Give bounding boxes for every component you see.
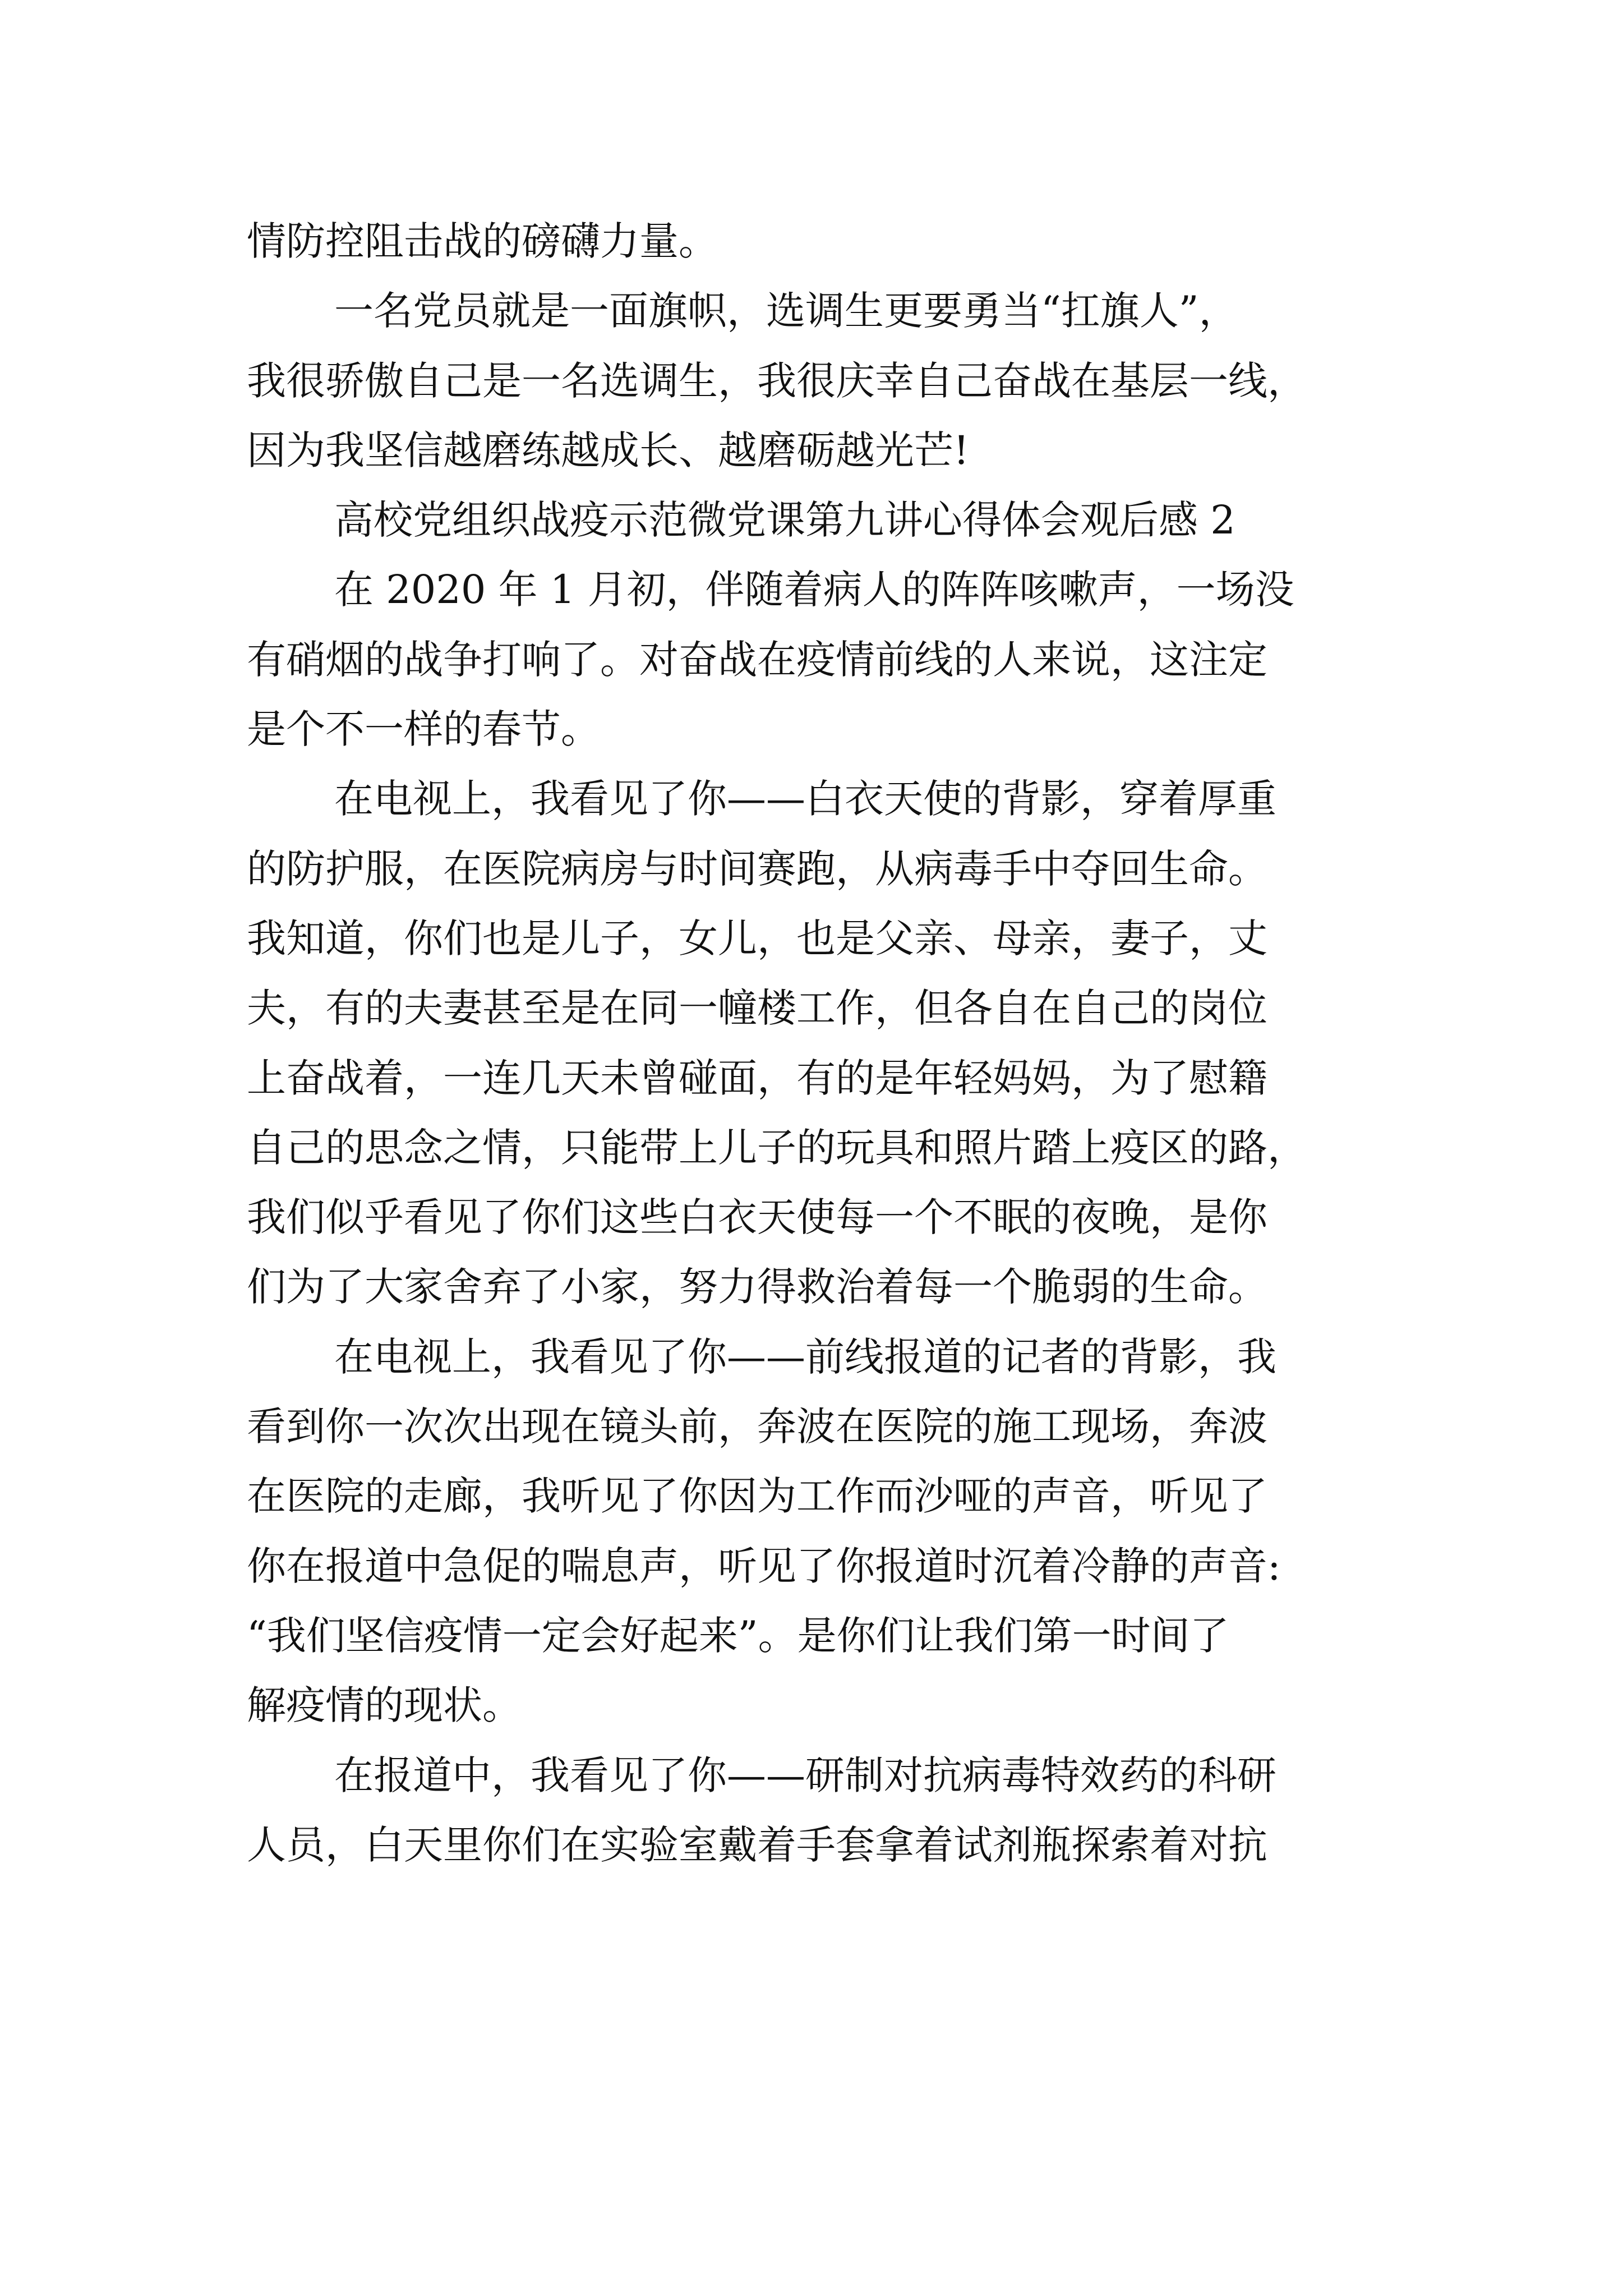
- text-line: 在电视上，我看见了你——前线报道的记者的背影，我: [334, 1333, 1276, 1380]
- section-heading: 高校党组织战疫示范微党课第九讲心得体会观后感 2: [334, 497, 1235, 544]
- text-line: 的防护服，在医院病房与时间赛跑，从病毒手中夺回生命。: [247, 845, 1267, 892]
- text-line: 你在报道中急促的喘息声，听见了你报道时沉着冷静的声音:: [247, 1543, 1281, 1589]
- text-line: 在电视上，我看见了你——白衣天使的背影，穿着厚重: [334, 776, 1276, 822]
- text-line: 有硝烟的战争打响了。对奋战在疫情前线的人来说，这注定: [247, 636, 1267, 683]
- document-body: [247, 206, 1430, 1880]
- text-line: 我很骄傲自己是一名选调生，我很庆幸自己奋战在基层一线，: [247, 357, 1307, 404]
- text-line: 在报道中，我看见了你——研制对抗病毒特效药的科研: [334, 1752, 1276, 1798]
- text-line: 我知道，你们也是儿子，女儿，也是父亲、母亲，妻子，丈: [247, 915, 1267, 961]
- text-line: 看到你一次次出现在镜头前，奔波在医院的施工现场，奔波: [247, 1404, 1267, 1450]
- text-line: 解疫情的现状。: [247, 1682, 522, 1729]
- text-line: 一名党员就是一面旗帜，选调生更要勇当“扛旗人”，: [334, 288, 1238, 334]
- text-line: 夫，有的夫妻甚至是在同一幢楼工作，但各自在自己的岗位: [247, 985, 1267, 1032]
- text-line: 人员，白天里你们在实验室戴着手套拿着试剂瓶探索着对抗: [247, 1821, 1267, 1868]
- text-line: 因为我坚信越磨练越成长、越磨砺越光芒!: [247, 427, 970, 473]
- text-line: 自己的思念之情，只能带上儿子的玩具和照片踏上疫区的路，: [247, 1124, 1307, 1171]
- text-line: 情防控阻击战的磅礴力量。: [247, 218, 718, 264]
- text-line: 在 2020 年 1 月初，伴随着病人的阵阵咳嗽声，一场没: [334, 567, 1294, 613]
- text-line: 们为了大家舍弃了小家，努力得救治着每一个脆弱的生命。: [247, 1264, 1267, 1310]
- text-line: 在医院的走廊，我听见了你因为工作而沙哑的声音，听见了: [247, 1473, 1267, 1520]
- text-line: 我们似乎看见了你们这些白衣天使每一个不眠的夜晚，是你: [247, 1194, 1267, 1241]
- text-line: “我们坚信疫情一定会好起来”。是你们让我们第一时间了: [247, 1612, 1229, 1659]
- text-line: 上奋战着，一连几天未曾碰面，有的是年轻妈妈，为了慰籍: [247, 1055, 1267, 1101]
- text-line: 是个不一样的春节。: [247, 706, 600, 753]
